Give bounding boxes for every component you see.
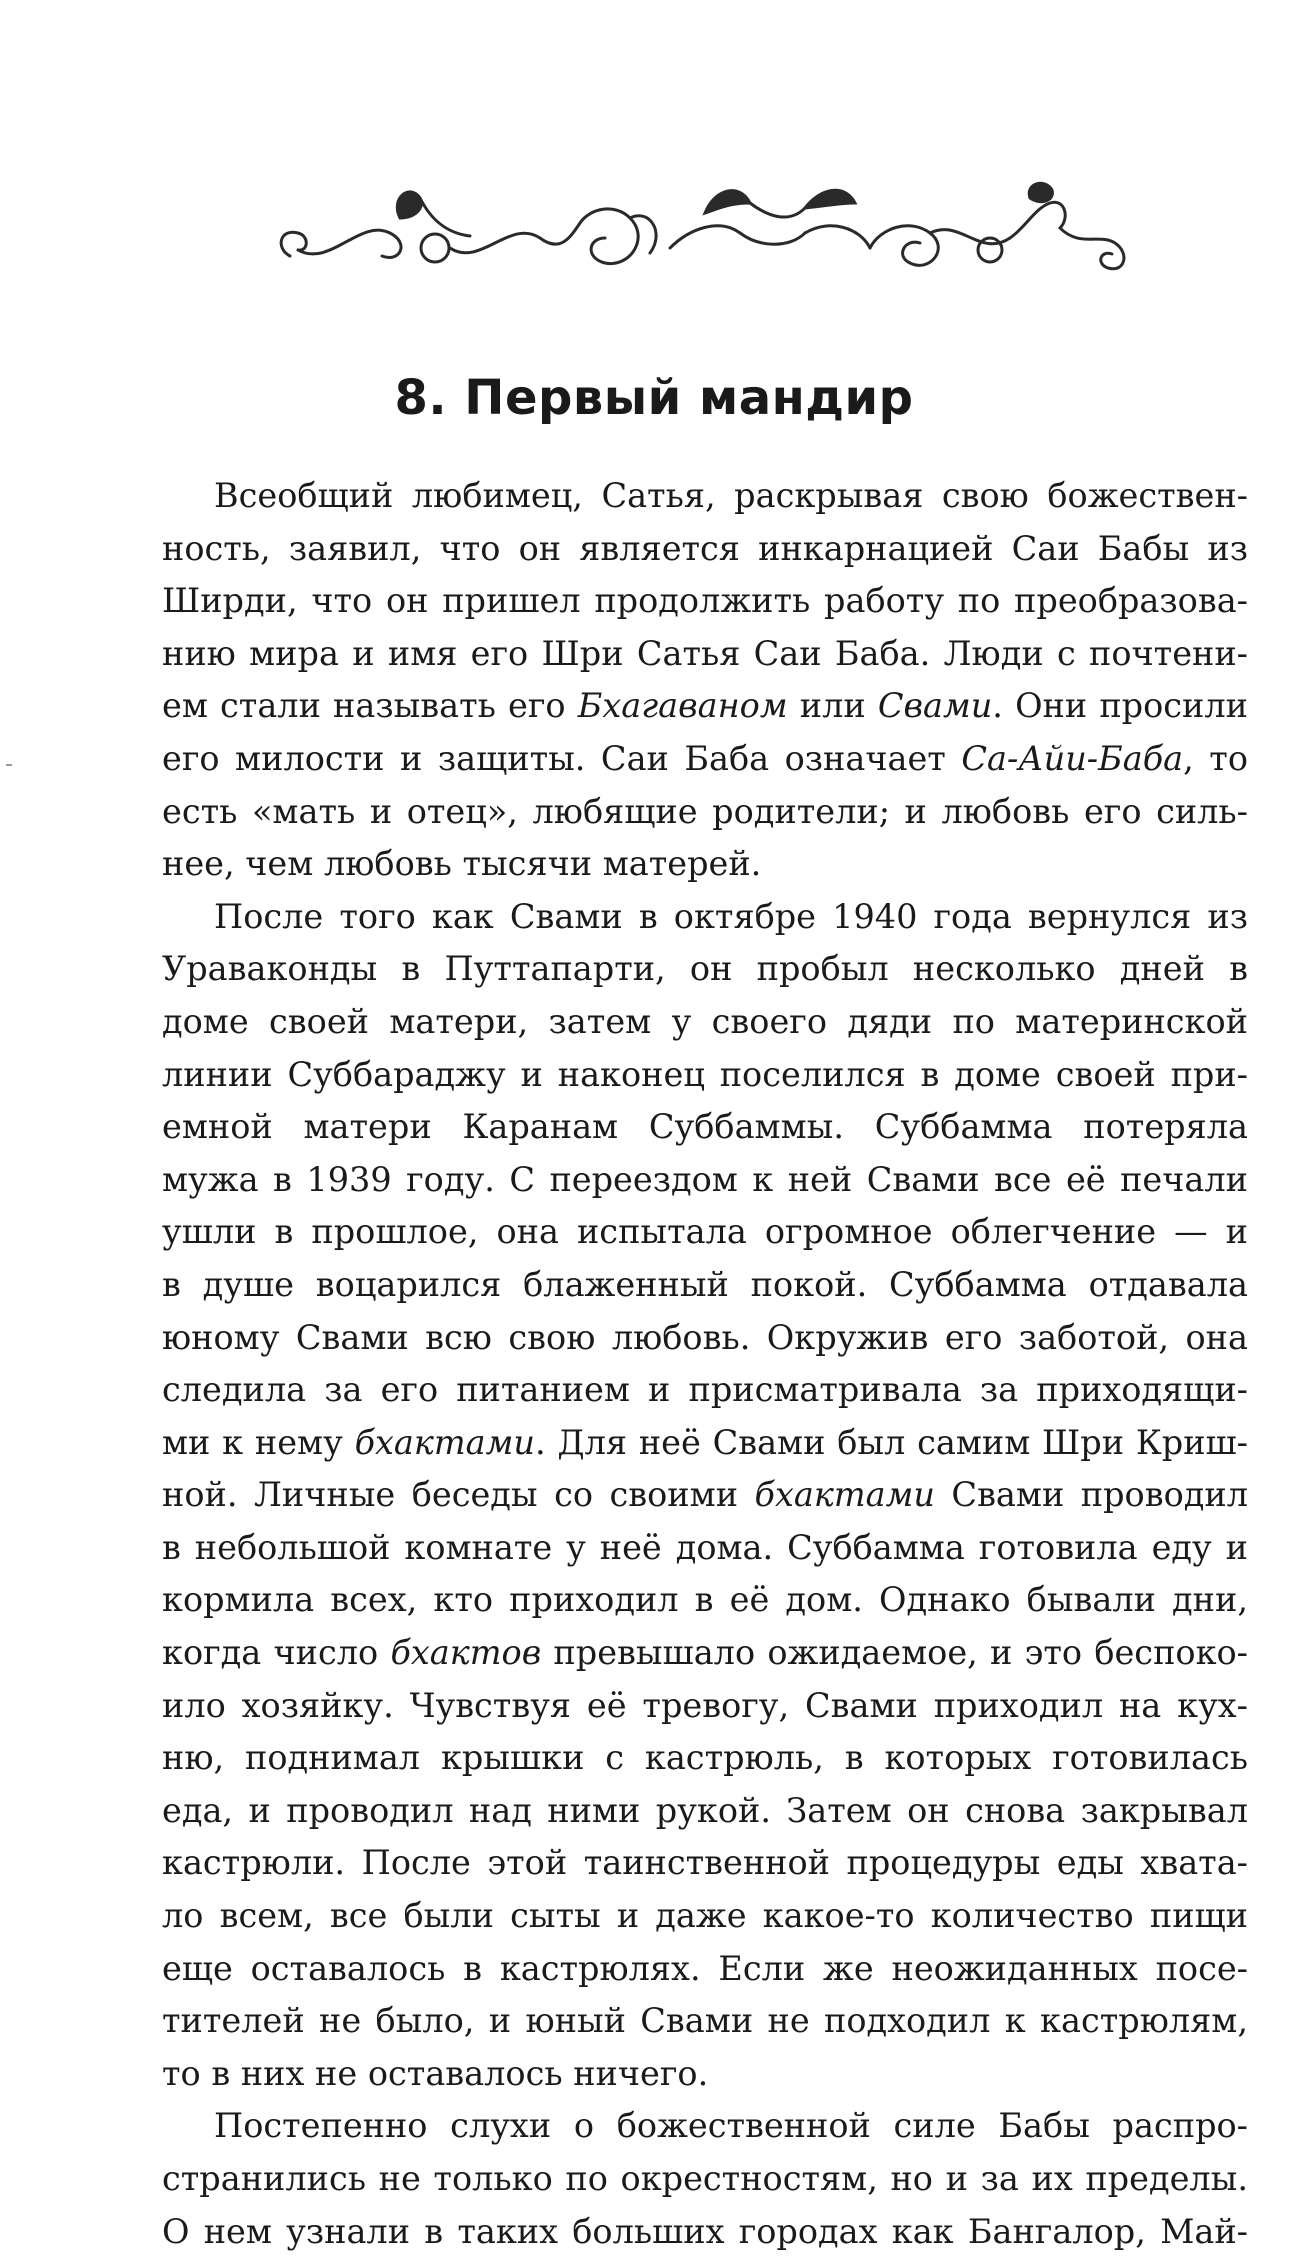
text-line: мужа в 1939 году. С переездом к ней Свами все её печали bbox=[162, 1159, 1248, 1199]
text-line: его милости и защиты. Саи Баба означает Са-Айи-Баба, то bbox=[162, 738, 1249, 778]
text-line: Ураваконды в Путтапарти, он пробыл несколько дней в bbox=[162, 949, 1248, 989]
italic-term: бхактов bbox=[390, 1633, 542, 1673]
text-line: нию мира и имя его Шри Сатья Саи Баба. Люди с почтени- bbox=[162, 633, 1248, 673]
chapter-body bbox=[162, 470, 1248, 2258]
text-line: нее, чем любовь тысячи матерей. bbox=[162, 844, 762, 884]
text-line: Постепенно слухи о божественной силе Бабы распро- bbox=[214, 2106, 1248, 2146]
text-line: Всеобщий любимец, Сатья, раскрывая свою божествен- bbox=[214, 476, 1248, 515]
text-line: ушли в прошлое, она испытала огромное облегчение — и bbox=[162, 1212, 1248, 1252]
italic-term: Са-Айи-Баба bbox=[961, 738, 1184, 778]
text-line: ло всем, все были сыты и даже какое-то количество пищи bbox=[162, 1896, 1248, 1936]
italic-term: бхактами bbox=[354, 1422, 535, 1462]
italic-term: бхактами bbox=[754, 1475, 935, 1515]
text-line: емной матери Каранам Суббаммы. Суббамма потеряла bbox=[162, 1107, 1248, 1147]
paragraph bbox=[162, 470, 1248, 891]
margin-mark bbox=[6, 764, 12, 766]
decorative-flourish-ornament bbox=[270, 178, 1140, 298]
italic-term: Свами bbox=[877, 686, 993, 726]
chapter-title: 8. Первый мандир bbox=[394, 370, 914, 426]
text-line: еще оставалось в кастрюлях. Если же неожиданных посе- bbox=[162, 1948, 1248, 1988]
text-line: в душе воцарился блаженный покой. Суббамма отдавала bbox=[162, 1264, 1248, 1304]
text-line: ем стали называть его Бхагаваном или Свами. Они просили bbox=[162, 686, 1248, 726]
paragraph bbox=[162, 891, 1248, 2101]
italic-term: Бхагаваном bbox=[577, 686, 788, 726]
text-line: ню, поднимал крышки с кастрюль, в которых готовилась bbox=[162, 1738, 1248, 1778]
text-line: юному Свами всю свою любовь. Окружив его заботой, она bbox=[162, 1317, 1248, 1357]
text-line: О нем узнали в таких больших городах как Бангалор, Май- bbox=[162, 2211, 1248, 2251]
text-line: ми к нему бхактами. Для неё Свами был самим Шри Криш- bbox=[162, 1422, 1248, 1462]
text-line: когда число бхактов превышало ожидаемое, и это беспоко- bbox=[162, 1633, 1248, 1673]
text-line: кормила всех, кто приходил в её дом. Однако бывали дни, bbox=[162, 1580, 1248, 1620]
text-line: ной. Личные беседы со своими бхактами Свами проводил bbox=[162, 1475, 1248, 1515]
text-line: После того как Свами в октябре 1940 года вернулся из bbox=[214, 896, 1248, 936]
text-line: тителей не было, и юный Свами не подходил к кастрюлям, bbox=[162, 2001, 1248, 2041]
text-line: странились не только по окрестностям, но и за их пределы. bbox=[162, 2159, 1248, 2198]
text-line: линии Суббараджу и наконец поселился в доме своей при- bbox=[162, 1054, 1248, 1094]
text-line: кастрюли. После этой таинственной процедуры еды хвата- bbox=[162, 1843, 1248, 1883]
paragraph bbox=[162, 2100, 1248, 2258]
text-line: ило хозяйку. Чувствуя её тревогу, Свами приходил на кух- bbox=[162, 1685, 1248, 1725]
text-line: доме своей матери, затем у своего дяди по материнской bbox=[162, 1001, 1248, 1041]
text-line: в небольшой комнате у неё дома. Суббамма готовила еду и bbox=[162, 1527, 1248, 1567]
text-line: есть «мать и отец», любящие родители; и любовь его силь- bbox=[162, 791, 1248, 831]
text-line: то в них не оставалось ничего. bbox=[162, 2053, 709, 2093]
text-line: следила за его питанием и присматривала за приходящи- bbox=[162, 1370, 1248, 1410]
text-line: еда, и проводил над ними рукой. Затем он снова закрывал bbox=[162, 1790, 1248, 1830]
text-line: ность, заявил, что он является инкарнацией Саи Бабы из bbox=[162, 528, 1248, 568]
text-line: Ширди, что он пришел продолжить работу по преобразова- bbox=[162, 581, 1248, 621]
